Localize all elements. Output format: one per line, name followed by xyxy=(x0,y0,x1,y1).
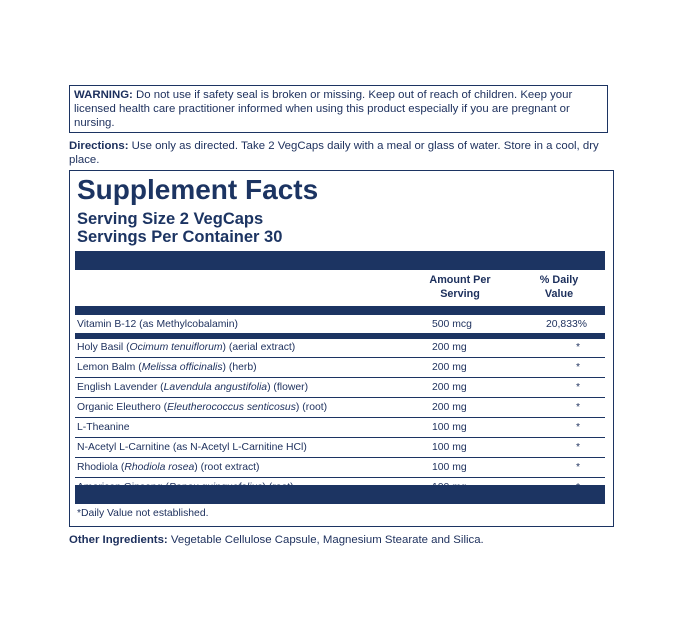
amount-header-line1: Amount Per xyxy=(429,274,491,286)
thick-divider-bottom xyxy=(75,485,605,504)
directions-label: Directions: xyxy=(69,140,129,152)
table-row xyxy=(75,338,605,358)
dv-header-line2: Value xyxy=(544,288,574,300)
thick-divider-mid xyxy=(75,306,605,315)
dv-header-line1: % Daily xyxy=(539,274,579,286)
ingredient-dv: * xyxy=(575,422,580,433)
ingredient-amount: 500 mcg xyxy=(432,319,472,330)
ingredient-amount: 100 mg xyxy=(432,442,467,453)
ingredient-name: Organic Eleuthero (Eleutherococcus senticosus) (root) xyxy=(77,402,328,413)
table-row xyxy=(75,458,605,478)
other-ingredients-label: Other Ingredients: xyxy=(69,534,168,546)
ingredient-amount: 100 mg xyxy=(432,422,467,433)
directions xyxy=(69,139,614,167)
daily-value-header xyxy=(524,273,594,301)
ingredient-name: Holy Basil (Ocimum tenuiflorum) (aerial extract) xyxy=(77,342,296,353)
warning-box xyxy=(69,85,608,133)
ingredient-name: Vitamin B-12 (as Methylcobalamin) xyxy=(77,319,238,330)
ingredient-amount: 100 mg xyxy=(432,462,467,473)
ingredient-amount: 200 mg xyxy=(432,382,467,393)
amount-per-serving-header xyxy=(420,273,500,301)
ingredient-dv: * xyxy=(575,462,580,473)
amount-header-line2: Serving xyxy=(440,288,480,300)
servings-per-container: Servings Per Container 30 xyxy=(77,228,283,246)
serving-size: Serving Size 2 VegCaps xyxy=(77,210,264,228)
other-ingredients-text: Vegetable Cellulose Capsule, Magnesium Stearate and Silica. xyxy=(167,534,484,546)
table-row xyxy=(75,418,605,438)
ingredient-dv: * xyxy=(575,342,580,353)
ingredient-dv: * xyxy=(575,442,580,453)
thick-divider-top xyxy=(75,251,605,270)
ingredient-dv: * xyxy=(575,402,580,413)
table-row xyxy=(75,378,605,398)
directions-text: Use only as directed. Take 2 VegCaps daily with a meal or glass of water. Store in a cool, dry place. xyxy=(69,140,599,166)
warning-text: Do not use if safety seal is broken or missing. Keep out of reach of children. Keep your licensed health care practitioner informed when using this product especially if you are pregnant or nursing. xyxy=(74,89,573,129)
table-row xyxy=(75,438,605,458)
ingredient-dv: * xyxy=(575,362,580,373)
ingredient-amount: 200 mg xyxy=(432,362,467,373)
supplement-facts-panel xyxy=(69,170,614,527)
ingredient-name: Lemon Balm (Melissa officinalis) (herb) xyxy=(77,362,257,373)
ingredient-amount: 200 mg xyxy=(432,342,467,353)
ingredient-amount: 200 mg xyxy=(432,402,467,413)
facts-title: Supplement Facts xyxy=(77,174,319,205)
ingredient-name: English Lavender (Lavendula angustifolia) (flower) xyxy=(77,382,309,393)
footnote: *Daily Value not established. xyxy=(77,508,209,519)
ingredient-name: N-Acetyl L-Carnitine (as N-Acetyl L-Carnitine HCl) xyxy=(77,442,307,453)
ingredient-dv: * xyxy=(575,382,580,393)
ingredient-dv: 20,833% xyxy=(545,319,587,330)
table-row xyxy=(75,358,605,378)
warning-label: WARNING: xyxy=(74,89,133,101)
ingredient-name: L-Theanine xyxy=(77,422,130,433)
table-row xyxy=(75,398,605,418)
table-row xyxy=(75,315,605,335)
other-ingredients xyxy=(69,533,614,547)
ingredient-name: Rhodiola (Rhodiola rosea) (root extract) xyxy=(77,462,260,473)
